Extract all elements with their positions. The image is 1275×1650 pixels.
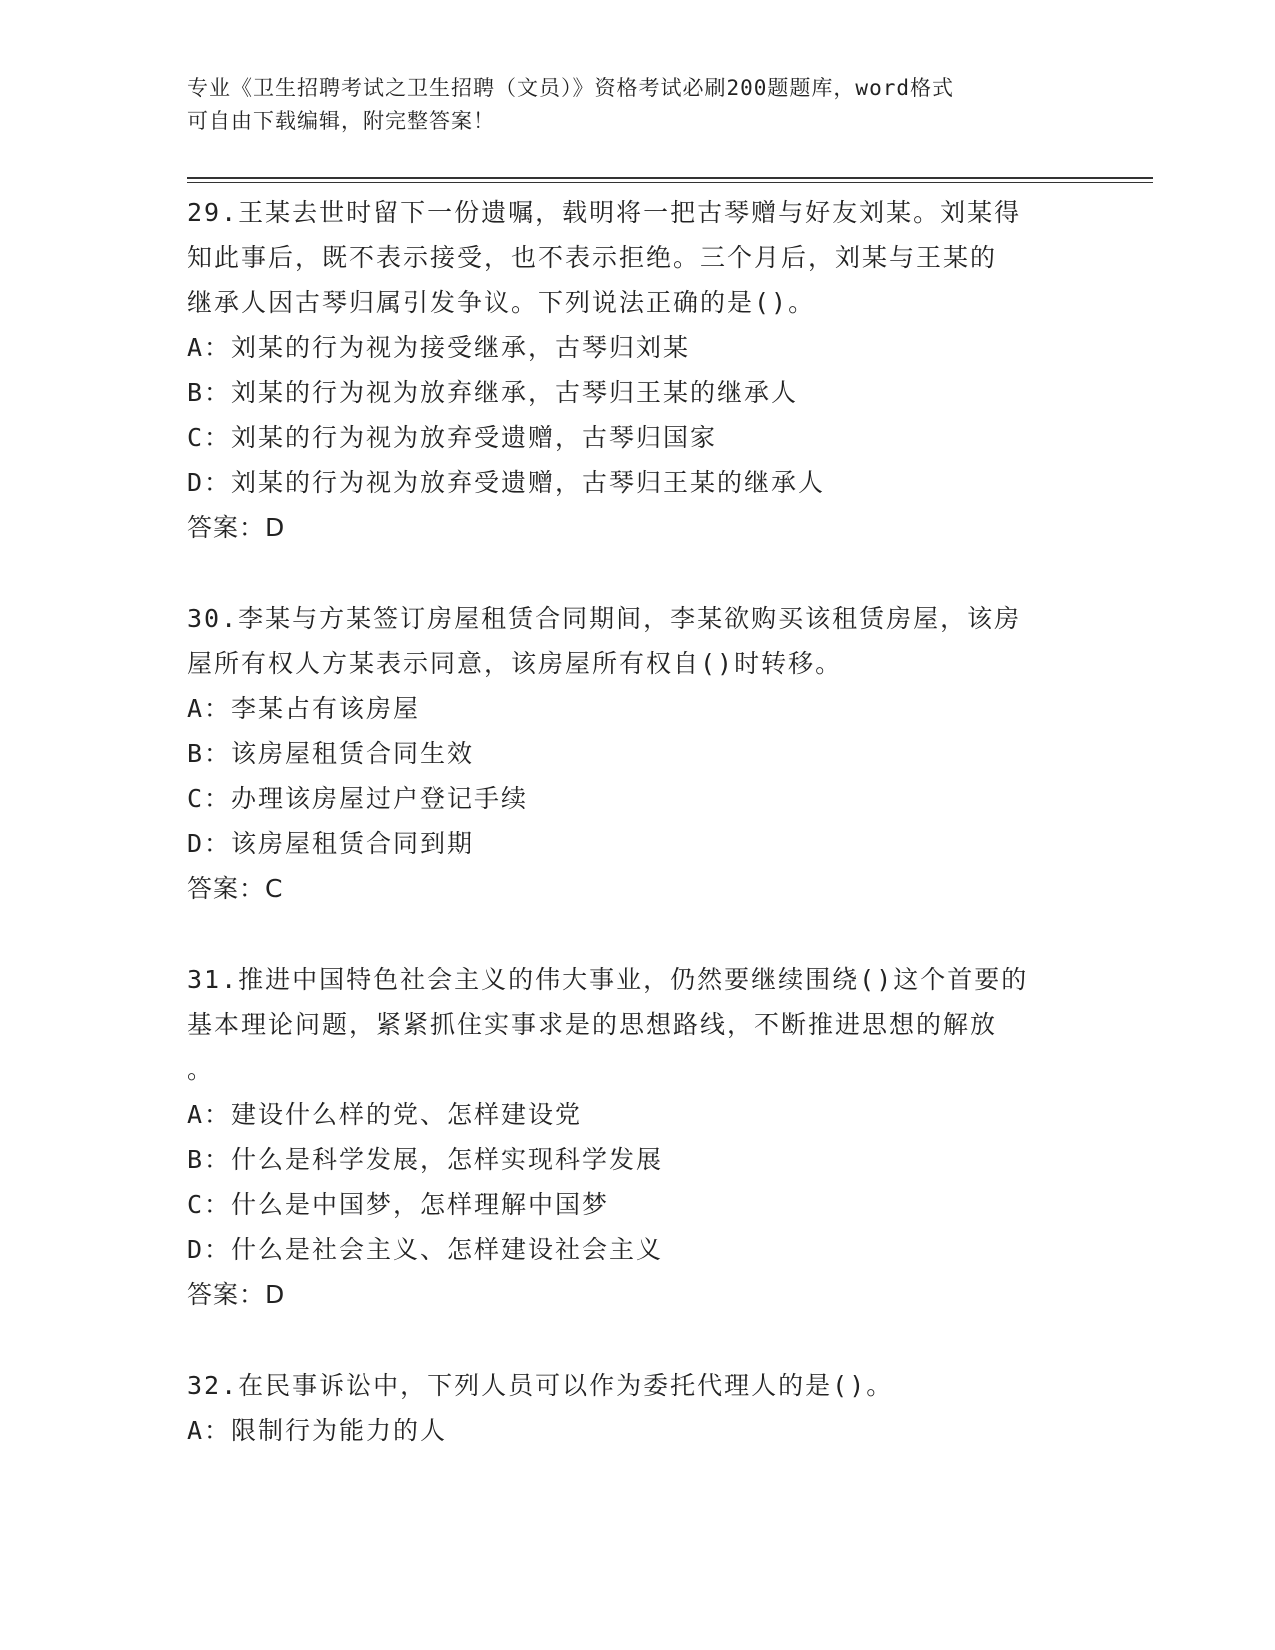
question-stem-line: 30.李某与方某签订房屋租赁合同期间，李某欲购买该租赁房屋，该房 (187, 604, 1022, 633)
question-stem-line: 继承人因古琴归属引发争议。下列说法正确的是()。 (187, 288, 816, 317)
question-stem-line: 。 (187, 1055, 215, 1084)
header-divider (187, 177, 1153, 179)
option-d: D：刘某的行为视为放弃受遗赠，古琴归王某的继承人 (187, 468, 826, 497)
question-list (187, 190, 1087, 1453)
option-a: A：刘某的行为视为接受继承，古琴归刘某 (187, 333, 691, 362)
question-stem-line: 知此事后，既不表示接受，也不表示拒绝。三个月后，刘某与王某的 (187, 243, 998, 272)
header-line-2: 可自由下载编辑，附完整答案！ (187, 109, 495, 133)
question-32 (187, 1363, 1087, 1453)
answer-line: 答案：D (187, 513, 286, 542)
question-stem-line: 屋所有权人方某表示同意，该房屋所有权自()时转移。 (187, 649, 843, 678)
option-d: D：什么是社会主义、怎样建设社会主义 (187, 1235, 664, 1264)
answer-line: 答案：C (187, 874, 284, 903)
header-line-1: 专业《卫生招聘考试之卫生招聘（文员）》资格考试必刷200题题库，word格式 (187, 76, 954, 100)
answer-line: 答案：D (187, 1280, 286, 1309)
document-header (187, 72, 1067, 138)
header-divider-thin (187, 182, 1153, 183)
question-31 (187, 957, 1087, 1317)
option-d: D：该房屋租赁合同到期 (187, 829, 475, 858)
option-c: C：什么是中国梦，怎样理解中国梦 (187, 1190, 610, 1219)
option-a: A：李某占有该房屋 (187, 694, 421, 723)
question-stem-line: 31.推进中国特色社会主义的伟大事业，仍然要继续围绕()这个首要的 (187, 965, 1029, 994)
question-stem-line: 29.王某去世时留下一份遗嘱，载明将一把古琴赠与好友刘某。刘某得 (187, 198, 1022, 227)
option-a: A：限制行为能力的人 (187, 1416, 448, 1445)
option-c: C：刘某的行为视为放弃受遗赠，古琴归国家 (187, 423, 718, 452)
question-30 (187, 596, 1087, 911)
option-b: B：什么是科学发展，怎样实现科学发展 (187, 1145, 664, 1174)
option-b: B：刘某的行为视为放弃继承，古琴归王某的继承人 (187, 378, 799, 407)
option-b: B：该房屋租赁合同生效 (187, 739, 475, 768)
option-a: A：建设什么样的党、怎样建设党 (187, 1100, 583, 1129)
option-c: C：办理该房屋过户登记手续 (187, 784, 529, 813)
question-29 (187, 190, 1087, 550)
question-stem-line: 32.在民事诉讼中，下列人员可以作为委托代理人的是()。 (187, 1371, 894, 1400)
question-stem-line: 基本理论问题，紧紧抓住实事求是的思想路线，不断推进思想的解放 (187, 1010, 998, 1039)
